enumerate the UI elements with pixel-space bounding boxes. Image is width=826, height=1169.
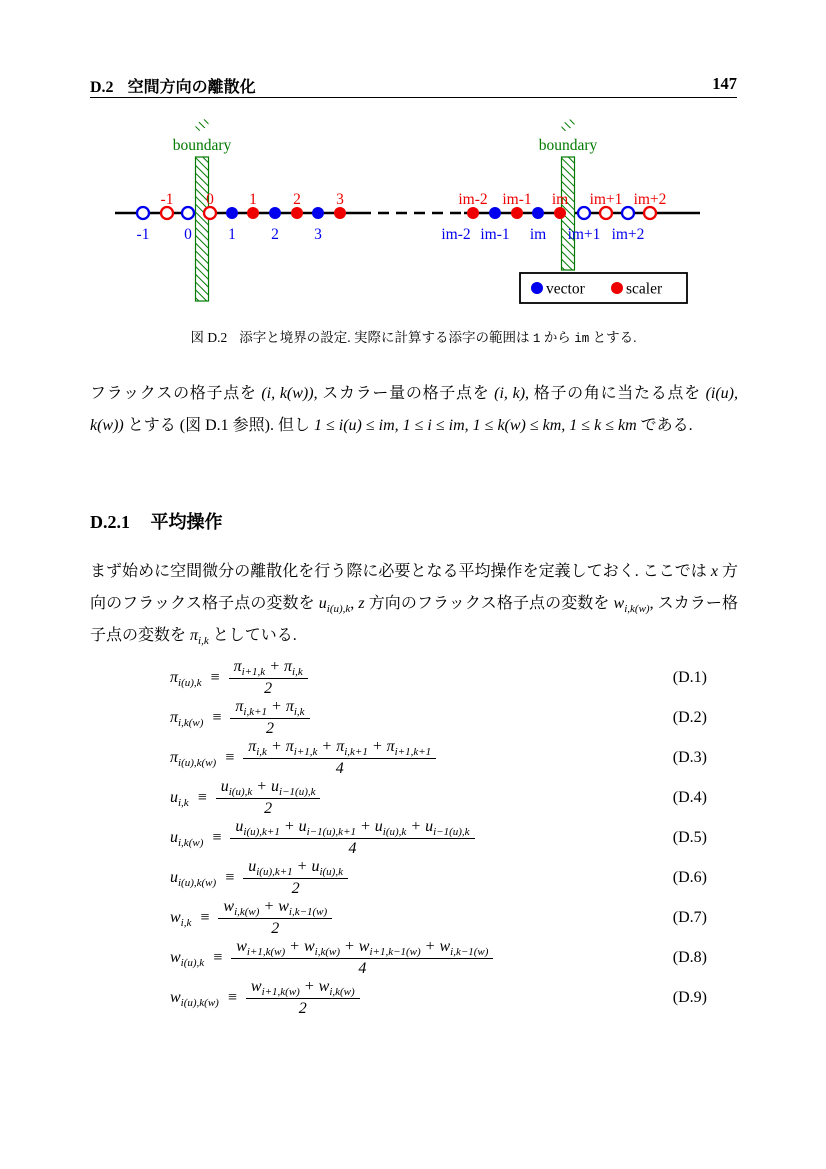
vector-point [226, 207, 238, 219]
fraction [243, 738, 436, 778]
fraction-denominator [299, 999, 307, 1018]
vector-point [312, 207, 324, 219]
math-expression: $w_{i(u),k}$ [170, 949, 205, 970]
math-expression: $u_{i,k(w)}$ [170, 829, 204, 850]
vector-point [489, 207, 501, 219]
text-segment: 方向のフラックス格子点の変数を [364, 595, 614, 612]
math-expression: $w_{i,k(w)} + w_{i,k-1(w)}$ [223, 898, 328, 919]
equation-row-D.4 [170, 776, 707, 820]
scaler-point [334, 207, 346, 219]
equation-number: (D.5) [672, 829, 707, 846]
math-expression: $\pi_{i(u),k(w)}$ [170, 749, 217, 770]
fraction [216, 778, 321, 818]
vector-point [269, 207, 281, 219]
boundary-bar-stub [562, 117, 575, 133]
math-expression: 2 [271, 920, 280, 937]
equation-number: (D.4) [672, 789, 707, 806]
scaler-point [291, 207, 303, 219]
header-section-number: D.2 [90, 79, 114, 96]
equation-number: (D.8) [672, 949, 707, 966]
grid-point-label: 3 [314, 226, 322, 243]
equation-number: (D.1) [672, 669, 707, 686]
text-segment: 図 D.2 [190, 330, 228, 345]
math-expression: 4 [335, 760, 344, 777]
equation-row-D.6 [170, 856, 707, 900]
math-expression: (i, k(w)) [261, 385, 314, 402]
grid-point-label: 3 [336, 191, 344, 208]
math-expression: $u_{i(u),k+1} + u_{i(u),k}$ [248, 858, 343, 879]
math-expression: z [358, 595, 365, 612]
subsection-title: 平均操作 [150, 512, 223, 532]
equiv-symbol: ≡ [225, 869, 235, 886]
text-segment: , 格子の角に当たる点を [525, 385, 706, 402]
math-expression: $w_{i+1,k(w)} + w_{i,k(w)} + w_{i+1,k-1(w)} + w_{i,k-1(w)}$ [236, 938, 489, 959]
legend-scaler-icon [611, 282, 623, 294]
math-expression: $w_{i+1,k(w)} + w_{i,k(w)}$ [250, 978, 355, 999]
figure-caption [90, 328, 737, 349]
scaler-point [511, 207, 523, 219]
fraction [229, 658, 308, 698]
equation-number: (D.7) [672, 909, 707, 926]
scaler-point-ghost [600, 207, 612, 219]
math-expression: $u_{i(u),k} + u_{i-1(u),k}$ [220, 778, 316, 799]
vector-point-ghost [182, 207, 194, 219]
fraction [246, 978, 360, 1018]
math-expression: $w_{i,k}$ [170, 909, 192, 930]
equiv-symbol: ≡ [212, 709, 222, 726]
text-segment: フラックスの格子点を [90, 385, 262, 402]
subsection-number: D.2.1 [90, 512, 130, 532]
boundary-bar [196, 157, 209, 301]
fraction-numerator [246, 978, 360, 999]
math-expression: $u_{i(u),k}$ [318, 595, 351, 616]
equation-row-D.9 [170, 976, 707, 1020]
equation-row-D.1 [170, 656, 707, 700]
scaler-point-ghost [204, 207, 216, 219]
fraction-numerator [230, 818, 474, 839]
equation-number: (D.3) [672, 749, 707, 766]
grid-point-label: 2 [293, 191, 301, 208]
math-expression: 2 [291, 880, 300, 897]
boundary-label: boundary [172, 137, 232, 154]
grid-point-label: im+1 [567, 226, 601, 243]
math-expression: $\pi_{i,k}$ [190, 627, 209, 648]
fraction-numerator [229, 658, 308, 679]
fraction-numerator [230, 698, 309, 719]
math-expression: $w_{i(u),k(w)}$ [170, 989, 219, 1010]
scaler-point [554, 207, 566, 219]
vector-point-ghost [137, 207, 149, 219]
grid-point-label: im+1 [589, 191, 623, 208]
scaler-point [467, 207, 479, 219]
text-segment: から [540, 330, 575, 345]
equiv-symbol: ≡ [227, 989, 237, 1006]
equation-row-D.8 [170, 936, 707, 980]
text-segment: とする. [589, 330, 637, 345]
fraction [243, 858, 348, 898]
scaler-point-ghost [161, 207, 173, 219]
math-expression: x [710, 563, 718, 580]
page-number: 147 [712, 74, 737, 93]
text-segment: 1 [532, 332, 541, 346]
fraction-numerator [243, 738, 436, 759]
equation-row-D.5 [170, 816, 707, 860]
fraction [230, 698, 309, 738]
text-segment: , スカラー格子点の変数を [90, 595, 738, 644]
legend-vector-icon [531, 282, 543, 294]
math-expression: 4 [348, 840, 357, 857]
text-segment: 添字と境界の設定. 実際に計算する添字の範囲は [239, 330, 533, 345]
fraction [230, 818, 474, 858]
fraction [231, 938, 493, 978]
math-expression: (i, k) [494, 385, 526, 402]
text-segment: , スカラー量の格子点を [313, 385, 495, 402]
grid-point-label: im [529, 226, 547, 243]
grid-point-label: 0 [184, 226, 192, 243]
equiv-symbol: ≡ [225, 749, 235, 766]
equation-number: (D.2) [672, 709, 707, 726]
vector-point-ghost [578, 207, 590, 219]
fraction-numerator [231, 938, 493, 959]
math-expression: $\pi_{i,k} + \pi_{i+1,k} + \pi_{i,k+1} + \pi_{i+1,k+1}$ [248, 738, 432, 759]
grid-point-label: im+2 [633, 191, 667, 208]
math-expression: (i(u), k(w)) [90, 385, 739, 434]
grid-point-label: im-2 [441, 226, 471, 243]
math-expression: $\pi_{i,k(w)}$ [170, 709, 204, 730]
grid-point-label: im-1 [480, 226, 510, 243]
figure-svg [90, 115, 710, 310]
math-expression: $\pi_{i+1,k} + \pi_{i,k}$ [233, 658, 303, 679]
grid-point-label: im-1 [502, 191, 532, 208]
math-expression: 1 ≤ i(u) ≤ im, 1 ≤ i ≤ im, 1 ≤ k(w) ≤ km, 1 ≤ k ≤ km [313, 417, 637, 434]
equation-row-D.2 [170, 696, 707, 740]
grid-point-label: im-2 [458, 191, 488, 208]
grid-point-label: 1 [228, 226, 236, 243]
text-segment: とする (図 D.1 参照). 但し [123, 417, 314, 434]
math-expression: $u_{i(u),k(w)}$ [170, 869, 217, 890]
scaler-point [247, 207, 259, 219]
paragraph-grid-definition [90, 378, 738, 442]
header-section-title: 空間方向の離散化 [127, 79, 256, 96]
equation-number: (D.6) [672, 869, 707, 886]
equation-row-D.7 [170, 896, 707, 940]
legend-scaler-label: scaler [626, 280, 663, 298]
equation-row-D.3 [170, 736, 707, 780]
fraction-numerator [218, 898, 332, 919]
legend-vector-label: vector [546, 280, 585, 298]
grid-point-label: im [551, 191, 569, 208]
math-expression: 2 [264, 680, 273, 697]
equiv-symbol: ≡ [213, 949, 223, 966]
math-expression: $u_{i(u),k+1} + u_{i-1(u),k+1} + u_{i(u),k} + u_{i-1(u),k}$ [235, 818, 470, 839]
boundary-bar-stub [196, 117, 209, 133]
equiv-symbol: ≡ [212, 829, 222, 846]
text-segment: 方向のフラックス格子点の変数を [90, 563, 738, 612]
equiv-symbol: ≡ [197, 789, 207, 806]
text-segment: まず始めに空間微分の離散化を行う際に必要となる平均操作を定義しておく. ここでは [90, 563, 711, 580]
fraction-numerator [243, 858, 348, 879]
fraction-numerator [216, 778, 321, 799]
math-expression: $u_{i,k}$ [170, 789, 189, 810]
math-expression: $\pi_{i(u),k}$ [170, 669, 202, 690]
text-segment: としている. [208, 627, 297, 644]
grid-point-label: 0 [206, 191, 214, 208]
math-expression: $\pi_{i,k+1} + \pi_{i,k}$ [235, 698, 305, 719]
grid-point-label: im+2 [611, 226, 645, 243]
grid-point-label: -1 [136, 226, 150, 243]
text-segment: im [574, 332, 590, 346]
boundary-label: boundary [538, 137, 598, 154]
math-expression: 4 [358, 960, 367, 977]
grid-point-label: 1 [249, 191, 257, 208]
fraction [218, 898, 332, 938]
running-header [90, 74, 737, 95]
equiv-symbol: ≡ [210, 669, 220, 686]
math-expression: 2 [265, 720, 274, 737]
subsection-heading [90, 508, 223, 534]
header-rule [90, 97, 737, 98]
equiv-symbol: ≡ [200, 909, 210, 926]
vector-point-ghost [622, 207, 634, 219]
scaler-point-ghost [644, 207, 656, 219]
text-segment: である. [636, 417, 693, 434]
math-expression: 2 [264, 800, 273, 817]
grid-point-label: 2 [271, 226, 279, 243]
vector-point [532, 207, 544, 219]
equation-number: (D.9) [672, 989, 707, 1006]
math-expression: 2 [298, 1000, 307, 1017]
math-expression: $w_{i,k(w)}$ [613, 595, 650, 616]
text-segment: , [350, 595, 359, 612]
grid-point-label: -1 [160, 191, 174, 208]
paragraph-average-intro [90, 556, 738, 652]
